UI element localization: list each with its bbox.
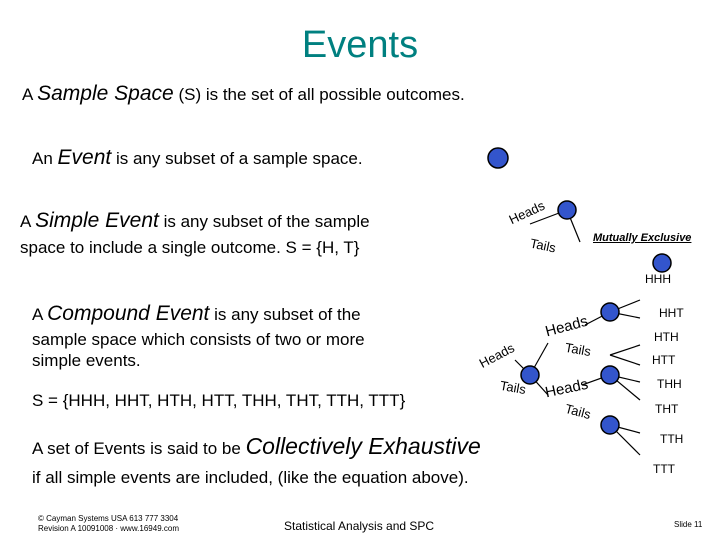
coin-flip-node xyxy=(558,201,576,219)
copyright-line2: Revision A 10091008 · www.16949.com xyxy=(38,524,179,533)
diagram1-heads-label: Heads xyxy=(506,197,547,228)
compound-event-prefix: A xyxy=(32,305,48,324)
heads-label-top: Heads xyxy=(543,312,590,341)
outcome-tth: TTH xyxy=(660,432,684,446)
exhaustive-prefix: A set of Events is said to be xyxy=(32,439,246,458)
outcome-hhh: HHH xyxy=(645,272,671,286)
compound-event-suffix: is any subset of the xyxy=(209,305,361,324)
exhaustive-term: Collectively Exhaustive xyxy=(245,433,481,459)
event-term: Event xyxy=(57,146,112,169)
heads-node xyxy=(601,303,619,321)
diagram1-tails-label: Tails xyxy=(528,235,558,256)
event-node xyxy=(488,148,508,168)
copyright-line1: © Cayman Systems USA 613 777 3304 xyxy=(38,514,179,523)
tails-label-top: Tails xyxy=(563,339,593,360)
tails-tails-node xyxy=(601,416,619,434)
heads-label-root: Heads xyxy=(476,340,517,371)
footer-center-text: Statistical Analysis and SPC xyxy=(284,519,435,533)
sample-space-term: Sample Space xyxy=(37,82,174,105)
heads-label-bottom: Heads xyxy=(543,375,590,402)
hth-branch xyxy=(610,345,640,355)
event-suffix: is any subset of a sample space. xyxy=(111,149,363,168)
simple-event-prefix: A xyxy=(20,212,36,231)
sample-space-set: S = {HHH, HHT, HTH, HTT, THH, THT, TTH, TTT} xyxy=(32,391,406,410)
outcome-tht: THT xyxy=(655,402,679,416)
outcome-htt: HTT xyxy=(652,353,676,367)
outcome-hht: HHT xyxy=(659,306,684,320)
sample-space-suffix: (S) is the set of all possible outcomes. xyxy=(173,85,465,104)
compound-event-line2: sample space which consists of two or more xyxy=(32,330,365,349)
mutually-exclusive-label: Mutually Exclusive xyxy=(593,232,692,244)
tails-label-bottom: Tails xyxy=(563,400,593,423)
exhaustive-line2: if all simple events are included, (like the equation above). xyxy=(32,468,469,487)
simple-event-suffix: is any subset of the sample xyxy=(158,212,370,231)
event-prefix: An xyxy=(32,149,58,168)
compound-event-line3: simple events. xyxy=(32,351,141,370)
htt-branch xyxy=(610,355,640,365)
sample-space-prefix: A xyxy=(22,85,38,104)
outcome-hth: HTH xyxy=(654,330,679,344)
outcome-thh: THH xyxy=(657,377,682,391)
outcome-node xyxy=(653,254,671,272)
tails-label-root: Tails xyxy=(498,377,528,398)
outcome-ttt: TTT xyxy=(653,462,675,476)
simple-event-line2: space to include a single outcome. S = {H, T} xyxy=(20,238,360,257)
tails-node xyxy=(601,366,619,384)
compound-event-term: Compound Event xyxy=(47,302,210,325)
slide-number: Slide 11 xyxy=(674,520,703,529)
simple-event-term: Simple Event xyxy=(35,209,159,232)
slide-title: Events xyxy=(301,24,419,66)
